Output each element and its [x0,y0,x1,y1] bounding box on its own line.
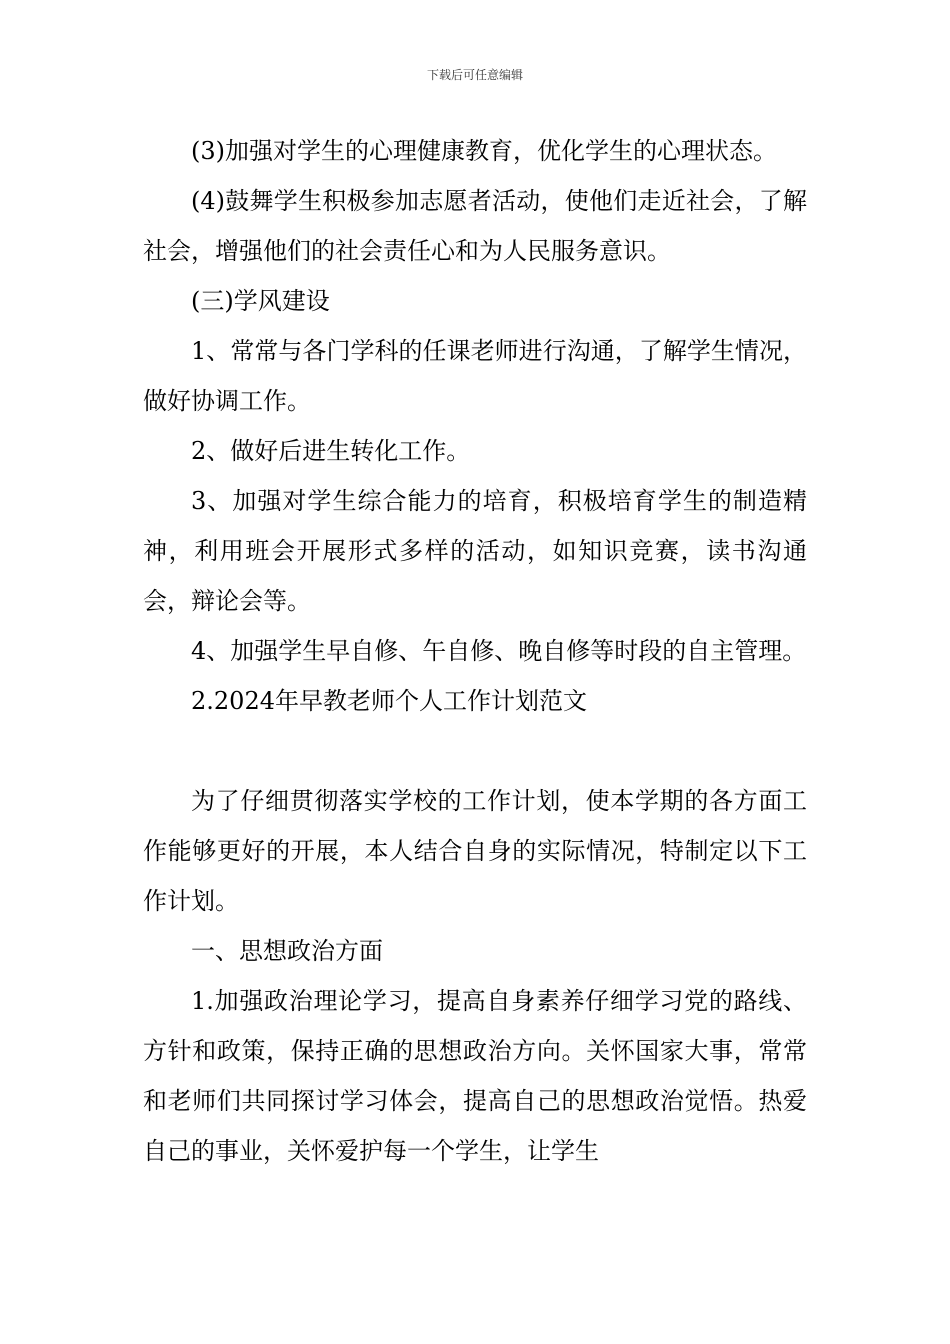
paragraph: 1.加强政治理论学习，提高自身素养仔细学习党的路线、方针和政策，保持正确的思想政治方向。关怀国家大事，常常和老师们共同探讨学习体会，提高自己的思想政治觉悟。热爱自己的事业，关怀爱护每一个学生，让学生 [143,987,807,1165]
paragraph: 1、常常与各门学科的任课老师进行沟通，了解学生情况，做好协调工作。 [143,337,807,415]
section-heading: 一、思想政治方面 [191,937,383,965]
paragraph: 2、做好后进生转化工作。 [191,437,471,465]
section-heading: (三)学风建设 [191,287,330,315]
paragraph: 3、加强对学生综合能力的培育，积极培育学生的制造精神，利用班会开展形式多样的活动，如知识竞赛，读书沟通会，辩论会等。 [143,487,807,615]
paragraph: (4)鼓舞学生积极参加志愿者活动，使他们走近社会，了解社会，增强他们的社会责任心和为人民服务意识。 [143,187,807,265]
paragraph: (3)加强对学生的心理健康教育，优化学生的心理状态。 [191,137,777,165]
page-header: 下载后可任意编辑 [426,68,523,82]
paragraph: 4、加强学生早自修、午自修、晚自修等时段的自主管理。 [191,637,807,665]
paragraph: 为了仔细贯彻落实学校的工作计划，使本学期的各方面工作能够更好的开展，本人结合自身的实际情况，特制定以下工作计划。 [143,787,807,915]
document-title: 2.2024年早教老师个人工作计划范文 [191,687,587,715]
document-body [143,126,807,1176]
